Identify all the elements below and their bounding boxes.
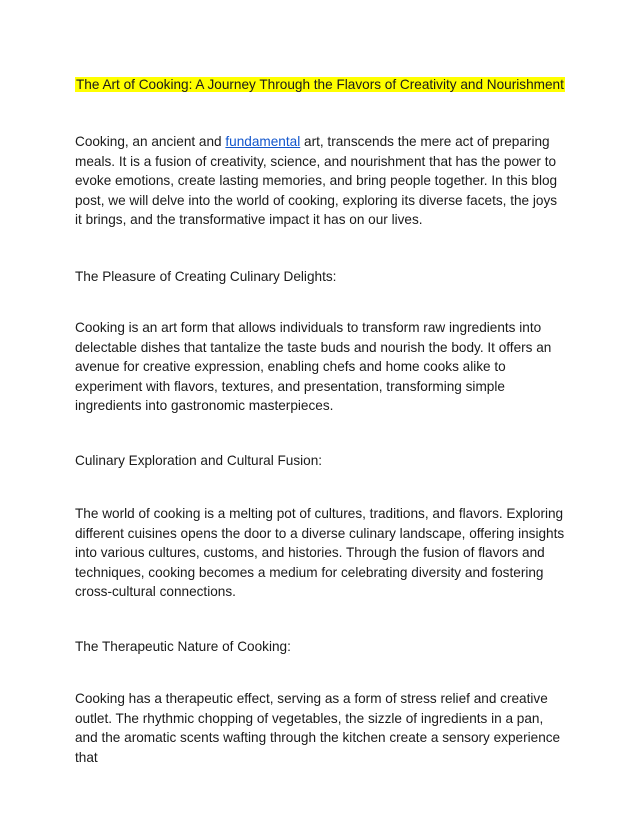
intro-paragraph: [75, 132, 565, 230]
section-heading-pleasure: The Pleasure of Creating Culinary Delights:: [75, 269, 337, 284]
document-title: [75, 76, 565, 94]
fundamental-link[interactable]: fundamental: [225, 134, 301, 149]
section-heading-exploration: Culinary Exploration and Cultural Fusion:: [75, 453, 323, 468]
intro-text-after-link: art, transcends the mere act of preparing meals. It is a fusion of creativity, science, and nourishment that has the power to evoke emotions, create lasting memories, and bring people together. In this blog post, we will delve into the world of cooking, exploring its diverse facets, the joys it brings, and the transformative impact it has on our lives.: [75, 134, 558, 228]
section-body-pleasure: Cooking is an art form that allows individuals to transform raw ingredients into delectable dishes that tantalize the taste buds and nourish the body. It offers an avenue for creative expression, enabling chefs and home cooks alike to experiment with flavors, textures, and presentation, transforming simple ingredients into gastronomic masterpieces.: [75, 320, 552, 414]
highlighted-title-text: The Art of Cooking: A Journey Through the Flavors of Creativity and Nourishment: [76, 77, 564, 92]
section-heading-therapeutic: The Therapeutic Nature of Cooking:: [75, 639, 291, 654]
section-body-therapeutic: Cooking has a therapeutic effect, serving as a form of stress relief and creative outlet. The rhythmic chopping of vegetables, the sizzle of ingredients in a pan, and the aromatic scents wafting through the kitchen create a sensory experience that: [75, 691, 561, 765]
section-body-exploration: The world of cooking is a melting pot of cultures, traditions, and flavors. Exploring different cuisines opens the door to a diverse culinary landscape, offering insights into various cultures, customs, and histories. Through the fusion of flavors and techniques, cooking becomes a medium for celebrating diversity and fostering cross-cultural connections.: [75, 506, 565, 600]
intro-text-before-link: Cooking, an ancient and: [75, 134, 226, 149]
